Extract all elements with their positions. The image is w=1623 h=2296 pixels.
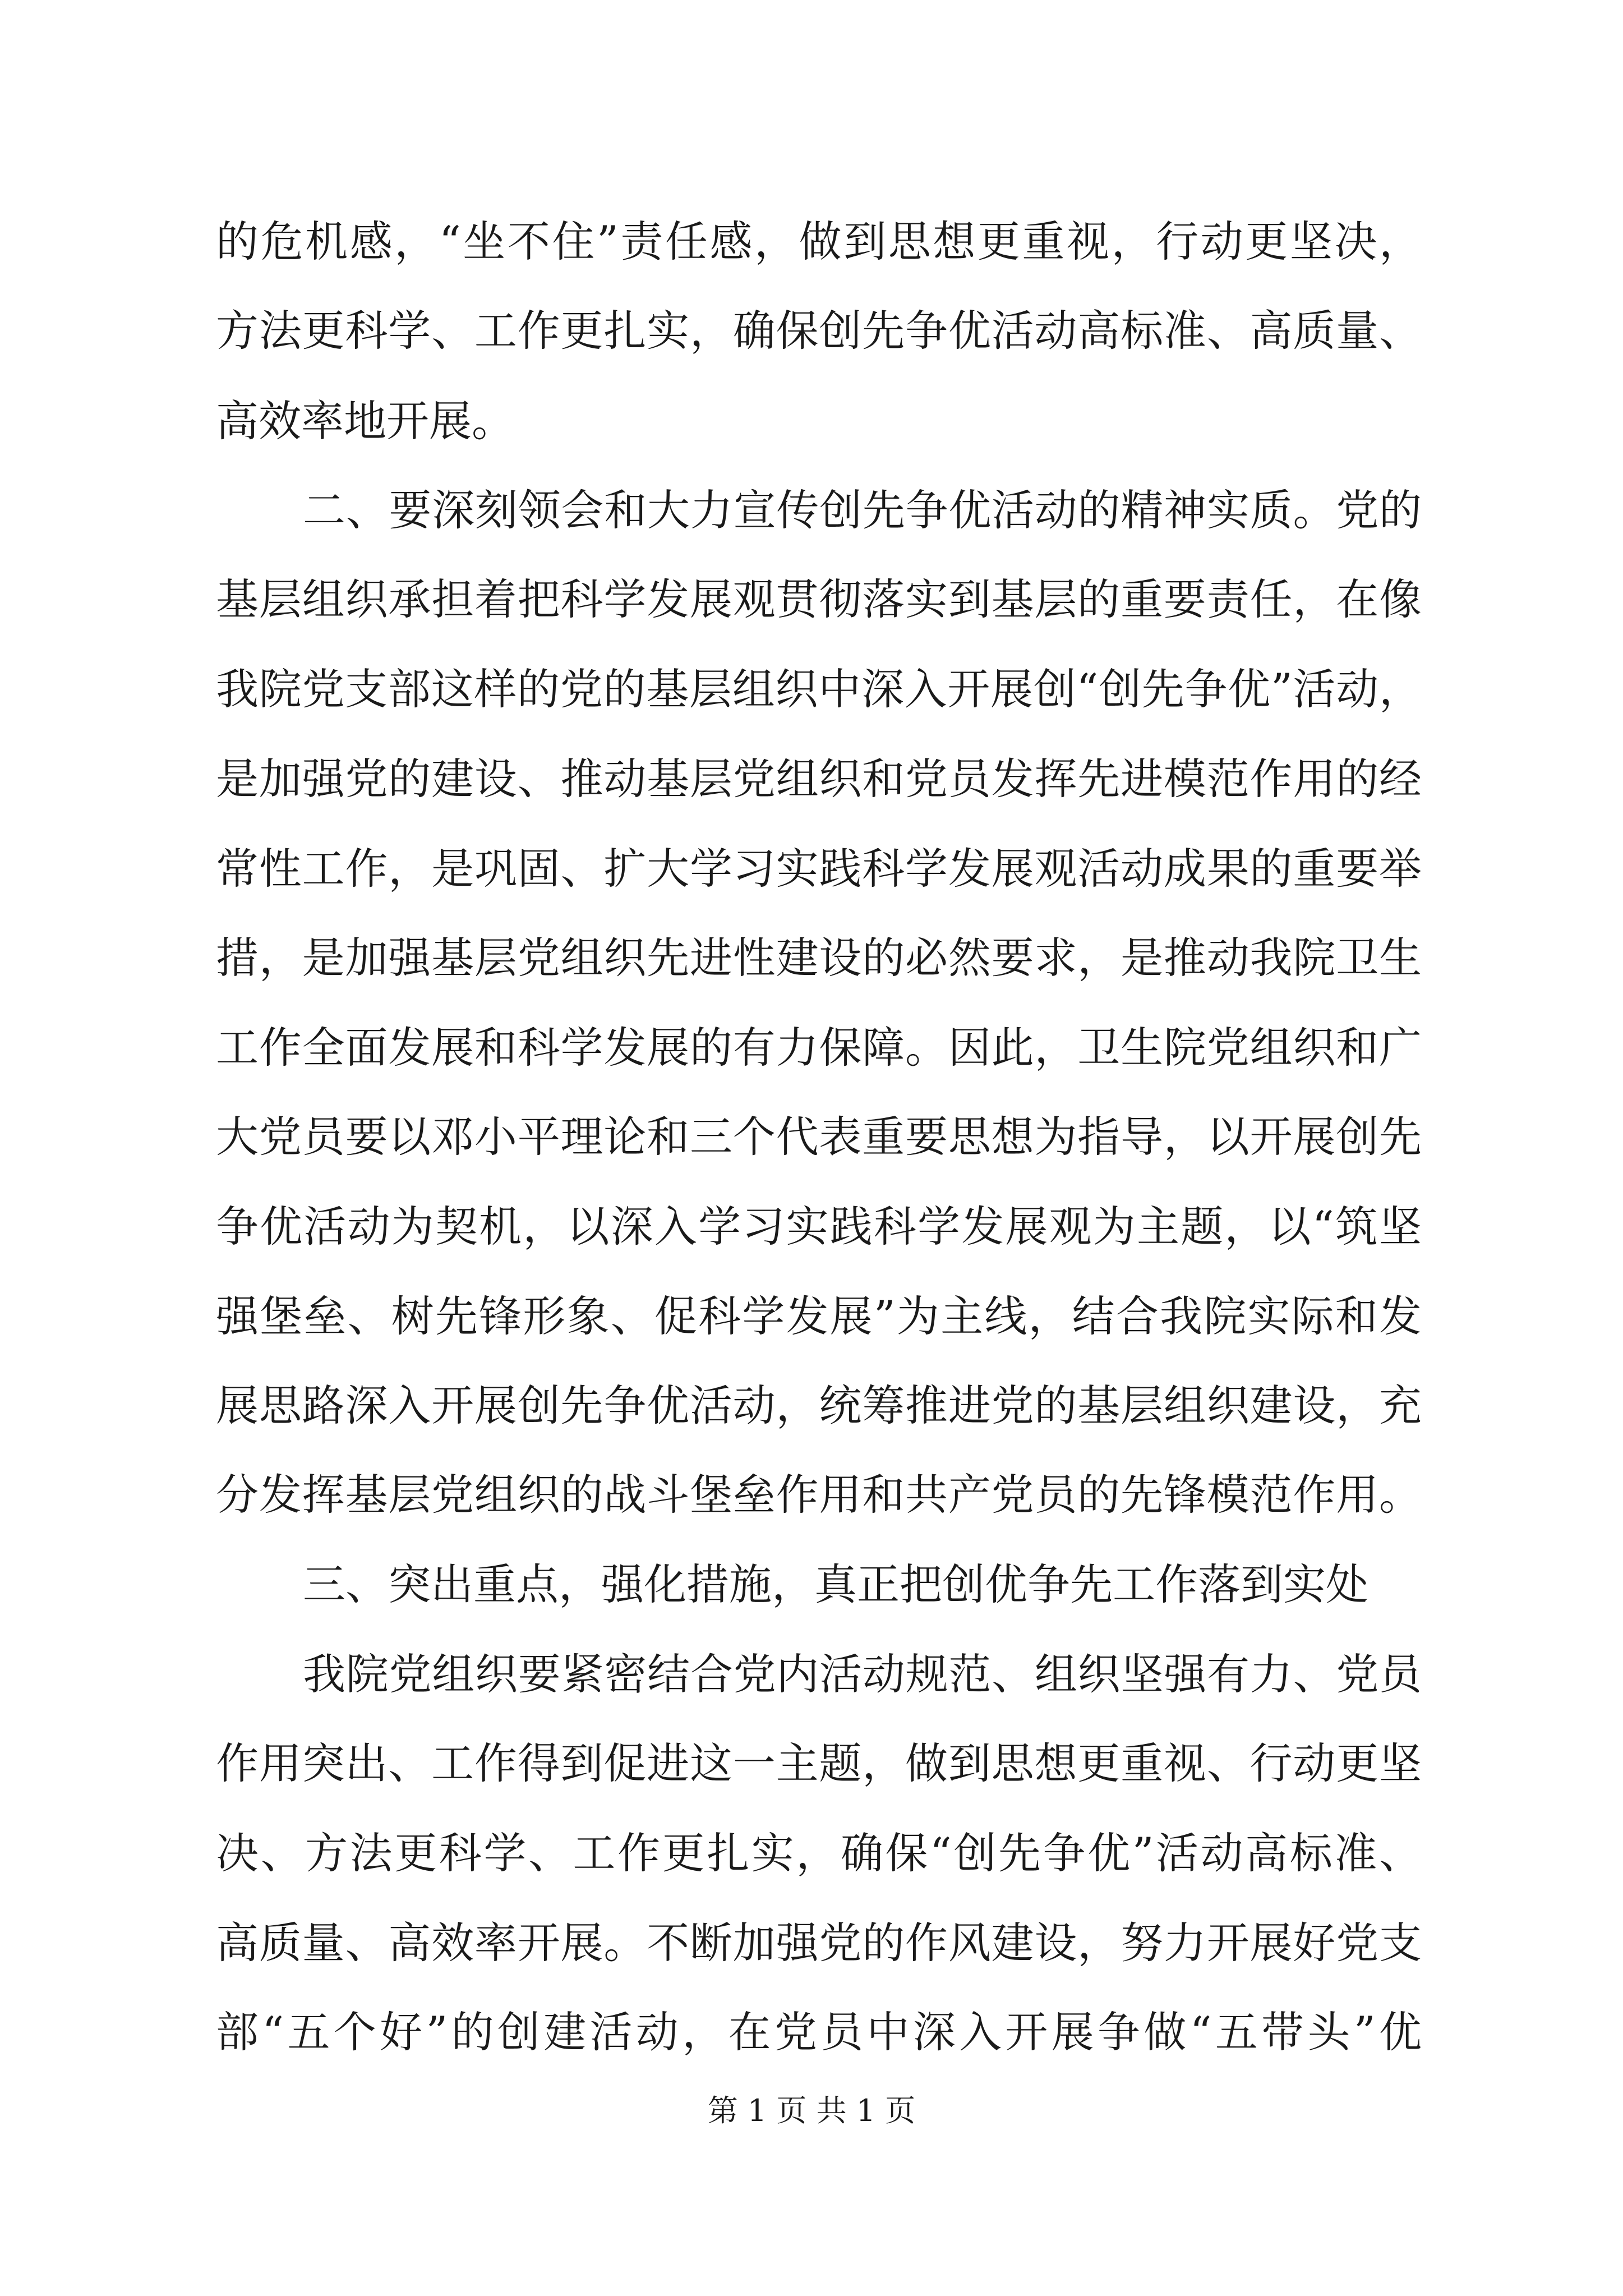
paragraph-line: 措，是加强基层党组织先进性建设的必然要求，是推动我院卫生 <box>216 933 1422 983</box>
paragraph-line: 是加强党的建设、推动基层党组织和党员发挥先进模范作用的经 <box>216 754 1422 804</box>
paragraph-line: 展思路深入开展创先争优活动，统筹推进党的基层组织建设，充 <box>216 1381 1422 1430</box>
paragraph-line: 作用突出、工作得到促进这一主题，做到思想更重视、行动更坚 <box>216 1738 1422 1788</box>
paragraph-line: 部“五个好”的创建活动，在党员中深入开展争做“五带头”优 <box>216 2007 1422 2057</box>
paragraph-line: 强堡垒、树先锋形象、促科学发展”为主线，结合我院实际和发 <box>216 1291 1422 1341</box>
paragraph-line: 的危机感，“坐不住”责任感，做到思想更重视，行动更坚决， <box>216 217 1422 266</box>
section-heading: 三、突出重点，强化措施，真正把创优争先工作落到实处 <box>303 1559 1368 1609</box>
paragraph-line: 常性工作，是巩固、扩大学习实践科学发展观活动成果的重要举 <box>216 844 1422 894</box>
paragraph-line: 高质量、高效率开展。不断加强党的作风建设，努力开展好党支 <box>216 1918 1422 1968</box>
page-footer: 第 1 页 共 1 页 <box>707 2093 916 2128</box>
paragraph-line: 分发挥基层党组织的战斗堡垒作用和共产党员的先锋模范作用。 <box>216 1470 1422 1520</box>
paragraph-line: 我院党支部这样的党的基层组织中深入开展创“创先争优”活动， <box>216 664 1422 714</box>
paragraph-line: 大党员要以邓小平理论和三个代表重要思想为指导，以开展创先 <box>216 1112 1422 1162</box>
paragraph-line: 基层组织承担着把科学发展观贯彻落实到基层的重要责任，在像 <box>216 574 1422 624</box>
paragraph-line: 方法更科学、工作更扎实，确保创先争优活动高标准、高质量、 <box>216 306 1422 356</box>
paragraph-line: 高效率地开展。 <box>216 396 514 446</box>
paragraph-line: 决、方法更科学、工作更扎实，确保“创先争优”活动高标准、 <box>216 1828 1422 1878</box>
paragraph-line: 工作全面发展和科学发展的有力保障。因此，卫生院党组织和广 <box>216 1023 1422 1073</box>
paragraph-line: 争优活动为契机，以深入学习实践科学发展观为主题，以“筑坚 <box>216 1202 1422 1251</box>
paragraph-line: 二、要深刻领会和大力宣传创先争优活动的精神实质。党的 <box>303 485 1422 535</box>
paragraph-line: 我院党组织要紧密结合党内活动规范、组织坚强有力、党员 <box>303 1649 1422 1699</box>
